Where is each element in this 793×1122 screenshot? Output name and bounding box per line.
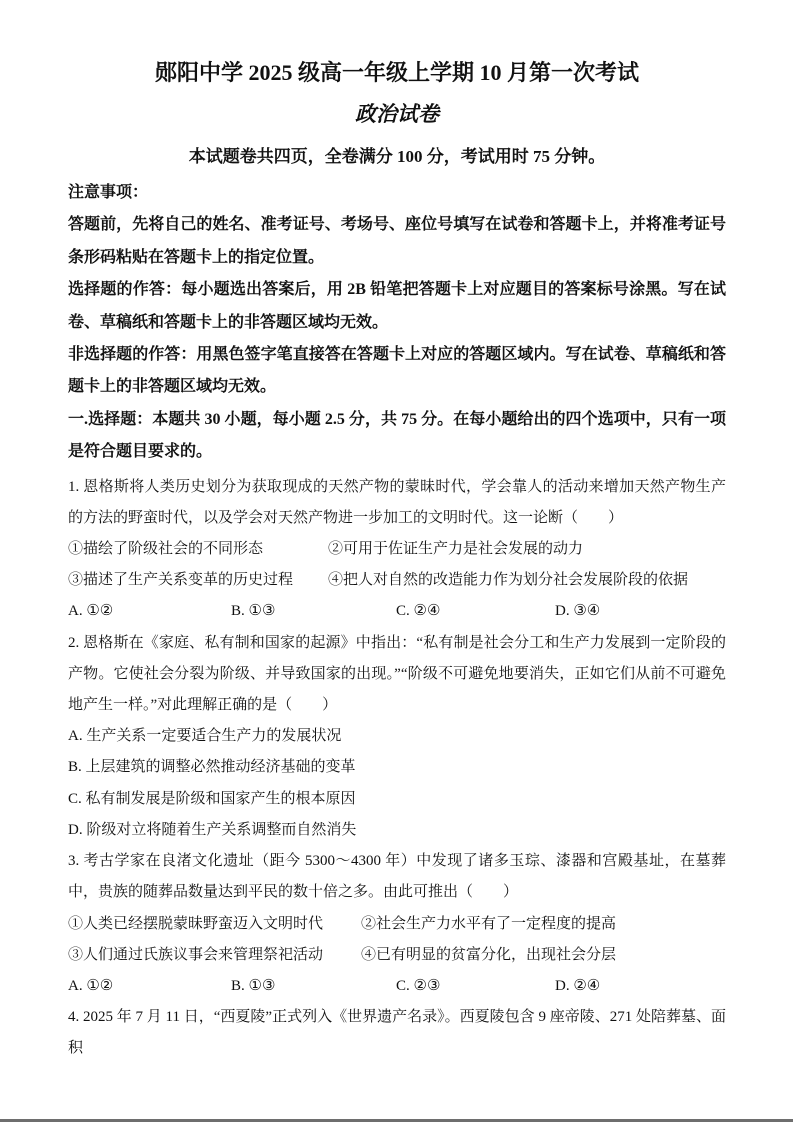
sub-option-3: ③描述了生产关系变革的历史过程	[68, 572, 294, 589]
exam-subject-title: 政治试卷	[355, 102, 439, 126]
question-1-suboptions-row	[68, 565, 726, 596]
document-page	[68, 0, 726, 1065]
sub-option-1: ①描绘了阶级社会的不同形态	[68, 541, 264, 558]
choice-d: D. 阶级对立将随着生产关系调整而自然消失	[68, 821, 357, 838]
notice-heading: 注意事项：	[68, 184, 149, 201]
choice-d: D. ②④	[555, 977, 601, 994]
sub-option-4: ④已有明显的贫富分化，出现社会分层	[361, 946, 617, 963]
choice-b: B. ①③	[231, 603, 276, 620]
question-2	[68, 628, 726, 846]
sub-option-1: ①人类已经摆脱蒙昧野蛮迈入文明时代	[68, 915, 324, 932]
question-3-stem: 3. 考古学家在良渚文化遗址（距今 5300～4300 年）中发现了诸多玉琮、漆器和宫殿基址，在墓葬中，贵族的随葬品数量达到平民的数十倍之多。由此可推出（ ）	[68, 853, 726, 901]
question-4	[68, 1002, 726, 1064]
section-heading: 一.选择题：本题共 30 小题，每小题 2.5 分，共 75 分。在每小题给出的四个选项中，只有一项是符合题目要求的。	[68, 410, 726, 461]
choice-a: A. 生产关系一定要适合生产力的发展状况	[68, 728, 342, 745]
exam-info-line: 本试题卷共四页，全卷满分 100 分，考试用时 75 分钟。	[188, 147, 606, 166]
question-3-suboptions-row	[68, 940, 726, 971]
question-4-stem: 4. 2025 年 7 月 11 日，“西夏陵”正式列入《世界遗产名录》。西夏陵包含 9 座帝陵、271 处陪葬墓、面积	[68, 1009, 726, 1057]
choice-c: C. ②③	[396, 977, 441, 994]
question-1-stem: 1. 恩格斯将人类历史划分为获取现成的天然产物的蒙昧时代，学会靠人的活动来增加天然产物生产的方法的野蛮时代，以及学会对天然产物进一步加工的文明时代。这一论断（ ）	[68, 478, 726, 526]
sub-option-2: ②可用于佐证生产力是社会发展的动力	[328, 541, 584, 558]
question-2-stem: 2. 恩格斯在《家庭、私有制和国家的起源》中指出：“私有制是社会分工和生产力发展到一定阶段的产物。它使社会分裂为阶级、并导致国家的出现。”“阶级不可避免地要消失，正如它们从前不可避免地产生一样。”对此理解正确的是（ ）	[68, 634, 726, 714]
notice-paragraph: 答题前，先将自己的姓名、准考证号、考场号、座位号填写在试卷和答题卡上，并将准考证号条形码粘贴在答题卡上的指定位置。	[68, 216, 726, 266]
questions-section	[68, 472, 726, 1065]
choice-a: A. ①②	[68, 977, 114, 994]
sub-option-2: ②社会生产力水平有了一定程度的提高	[361, 915, 617, 932]
choice-a: A. ①②	[68, 603, 114, 620]
notice-paragraph: 非选择题的作答：用黑色签字笔直接答在答题卡上对应的答题区域内。写在试卷、草稿纸和答题卡上的非答题区域均无效。	[68, 346, 726, 396]
question-1	[68, 472, 726, 628]
sub-option-3: ③人们通过氏族议事会来管理祭祀活动	[68, 946, 324, 963]
question-3-choices	[68, 971, 726, 1002]
question-3-suboptions-row	[68, 909, 726, 940]
choice-b: B. 上层建筑的调整必然推动经济基础的变革	[68, 759, 356, 776]
question-1-suboptions-row	[68, 534, 726, 565]
page-title: 郧阳中学 2025 级高一年级上学期 10 月第一次考试	[154, 60, 639, 85]
choice-b: B. ①③	[231, 977, 276, 994]
choice-c: C. ②④	[396, 603, 441, 620]
notice-paragraph: 选择题的作答：每小题选出答案后，用 2B 铅笔把答题卡上对应题目的答案标号涂黑。写在试卷、草稿纸和答题卡上的非答题区域均无效。	[68, 281, 726, 331]
question-3	[68, 846, 726, 1002]
notice-section	[68, 177, 726, 469]
choice-d: D. ③④	[555, 603, 601, 620]
sub-option-4: ④把人对自然的改造能力作为划分社会发展阶段的依据	[328, 572, 689, 589]
question-1-choices	[68, 596, 726, 627]
choice-c: C. 私有制发展是阶级和国家产生的根本原因	[68, 790, 356, 807]
